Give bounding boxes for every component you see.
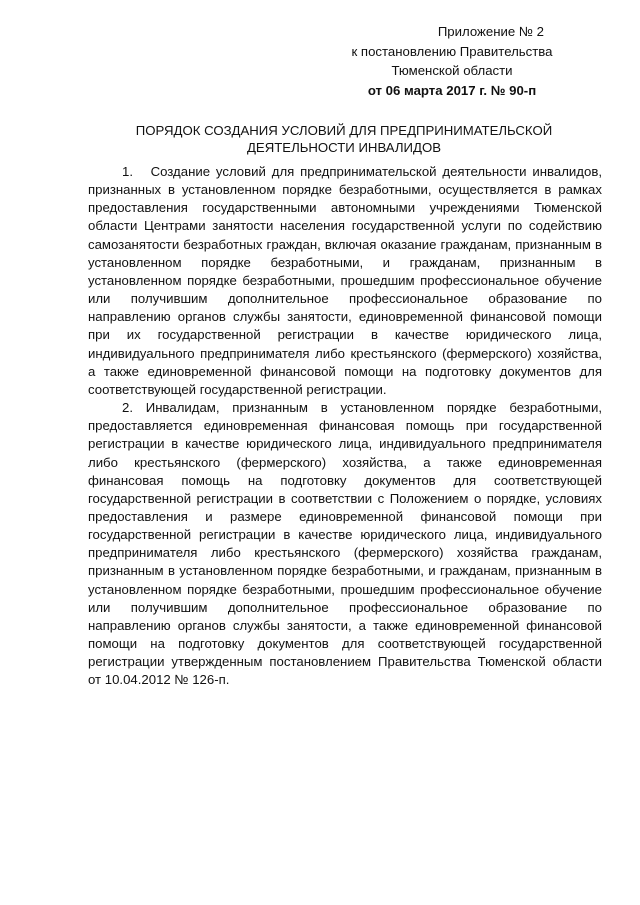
- appendix-header: [322, 22, 582, 100]
- paragraph-2: 2. Инвалидам, признанным в установленном порядке безработными, предоставляется единовременная финансовая помощь при государственной регистрации в качестве юридического лица, индивидуального предпринимателя либо крестьянского (фермерского) хозяйства, а также единовременная финансовая помощь на подготовку документов для соответствующей государственной регистрации в соответствии с Положением о порядке, условиях предоставления и размере единовременной финансовой помощи при государственной регистрации в качестве юридического лица, индивидуального предпринимателя либо крестьянского (фермерского) хозяйства гражданам, признанным в установленном порядке безработными, и гражданам, признанным в установленном порядке безработными, прошедшим профессиональное обучение или получившим дополнительное профессиональное образование по направлению органов службы занятости, а также единовременной финансовой помощи на подготовку документов для соответствующей государственной регистрации утвержденным постановлением Правительства Тюменской области от 10.04.2012 № 126-п.: [88, 400, 602, 688]
- resolution-date-number: от 06 марта 2017 г. № 90-п: [367, 82, 537, 98]
- resolution-reference: к постановлению Правительства: [351, 43, 553, 59]
- title-line-2: ДЕЯТЕЛЬНОСТИ ИНВАЛИДОВ: [246, 140, 442, 155]
- region-name: Тюменской области: [391, 63, 513, 78]
- title-line-1: ПОРЯДОК СОЗДАНИЯ УСЛОВИЙ ДЛЯ ПРЕДПРИНИМАТЕЛЬСКОЙ: [135, 123, 553, 138]
- paragraph-1: 1. Создание условий для предпринимательской деятельности инвалидов, признанных в установленном порядке безработными, осуществляется в рамках предоставления государственными автономными учреждениями Тюменской области Центрами занятости населения государственной услуги по содействию самозанятости безработных граждан, включая оказание гражданам, признанным в установленном порядке безработными, и гражданам, признанным в установленном порядке безработными, прошедшим профессиональное обучение или получившим дополнительное профессиональное образование по направлению органов службы занятости, единовременной финансовой помощи при их государственной регистрации в качестве юридического лица, индивидуального предпринимателя либо крестьянского (фермерского) хозяйства, а также единовременной финансовой помощи на подготовку документов для соответствующей государственной регистрации.: [88, 164, 602, 397]
- document-title: [88, 122, 600, 156]
- document-body: [88, 163, 602, 690]
- appendix-number: Приложение № 2: [437, 24, 544, 39]
